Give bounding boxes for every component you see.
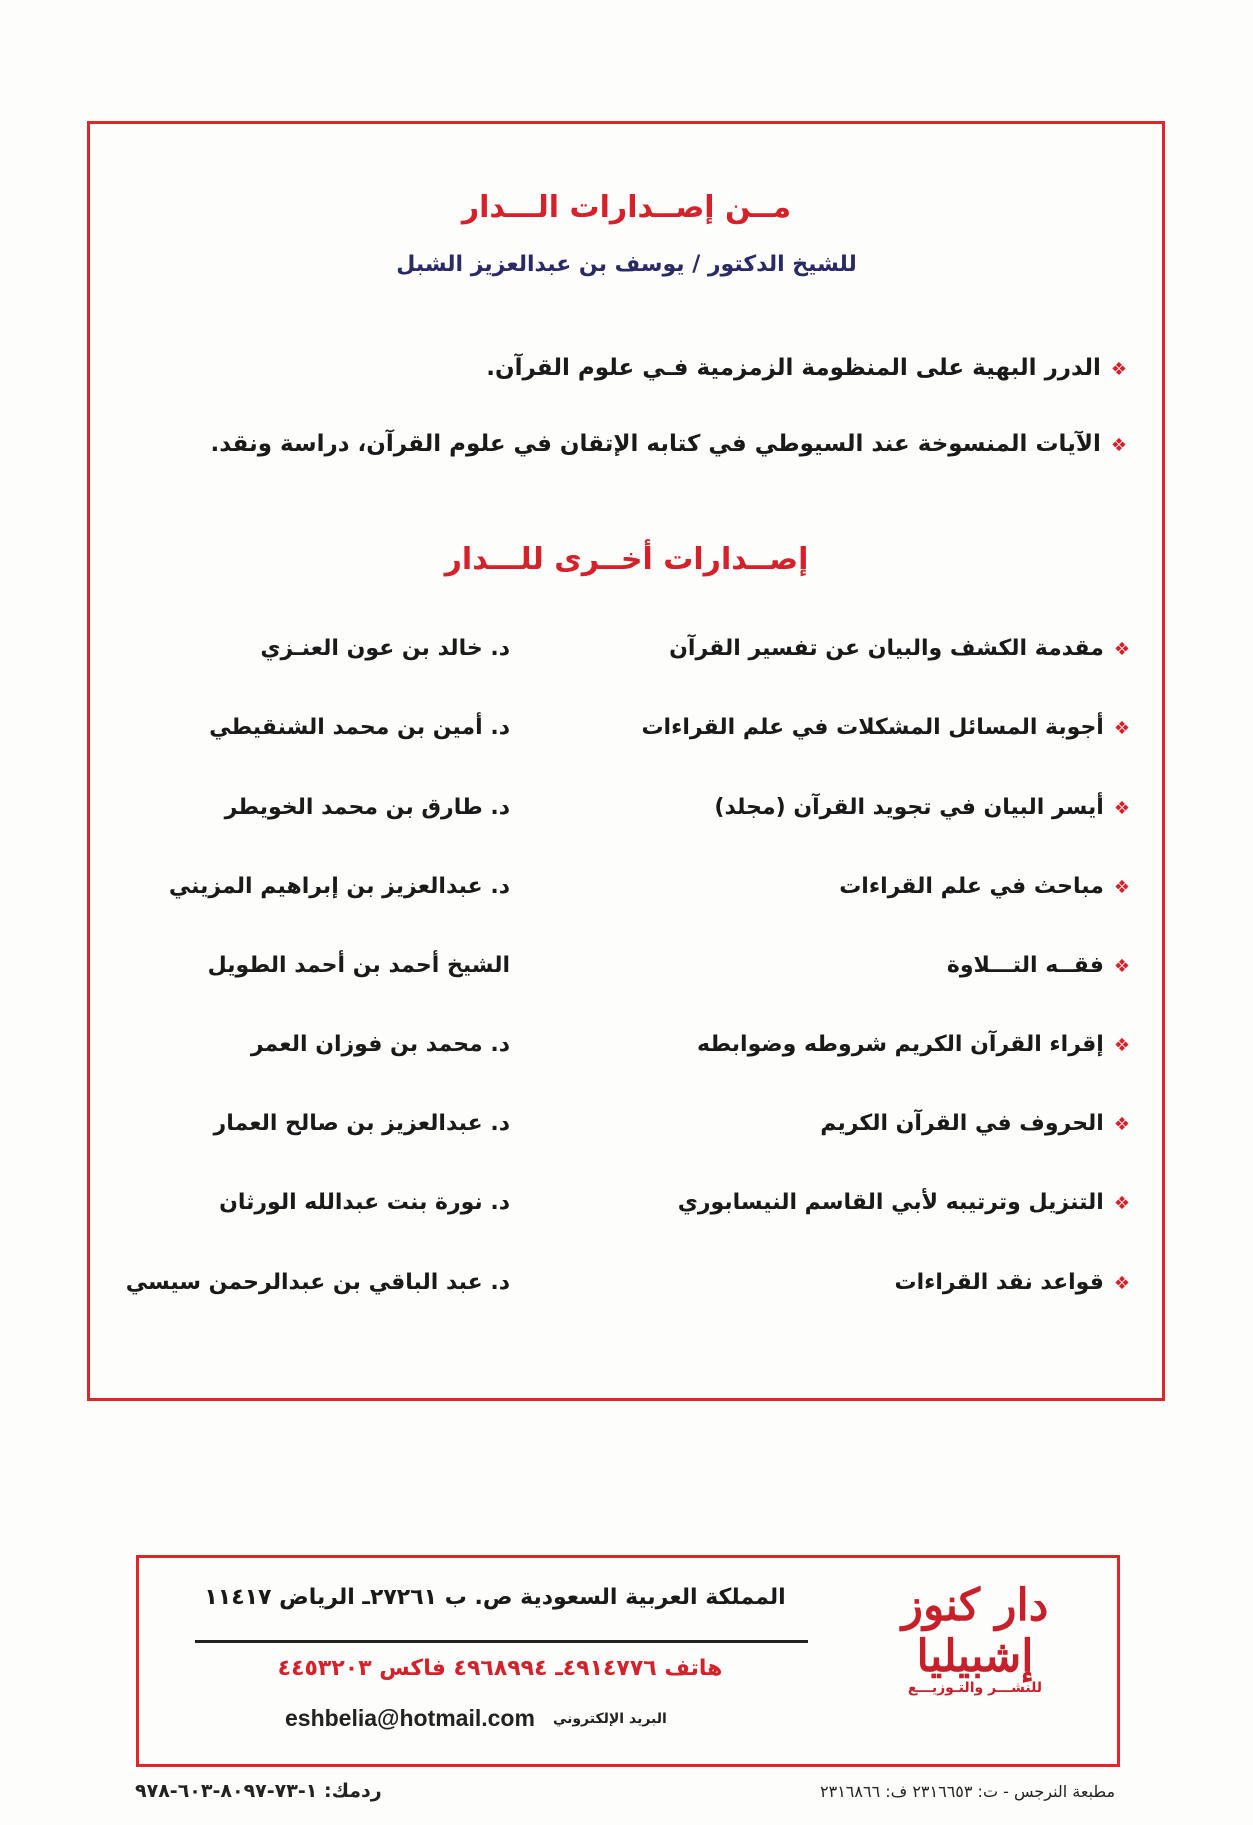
list-item xyxy=(486,355,1127,381)
diamond-bullet-icon: ❖ xyxy=(1113,638,1130,660)
book-title xyxy=(895,1270,1131,1295)
book-title xyxy=(641,715,1130,740)
diamond-bullet-icon: ❖ xyxy=(1113,1113,1130,1135)
diamond-bullet-icon: ❖ xyxy=(1113,1034,1130,1056)
section2-title: إصــدارات أخــرى للـــدار xyxy=(444,542,809,577)
book-title xyxy=(714,795,1130,820)
printer-info: مطبعة النرجس - ت: ٢٣١٦٦٥٣ ف: ٢٣١٦٨٦٦ xyxy=(820,1782,1116,1801)
book-author: د. طارق بن محمد الخويطر xyxy=(224,794,510,820)
publisher-logo: دار كنوز إشبيليا xyxy=(901,1580,1049,1682)
email-label: البريد الإلكتروني xyxy=(552,1710,667,1727)
book-title-text: إقراء القرآن الكريم شروطه وضوابطه xyxy=(697,1031,1104,1057)
diamond-bullet-icon: ❖ xyxy=(1113,1192,1130,1214)
book-title: الآيات المنسوخة عند السيوطي في كتابه الإتقان في علوم القرآن، دراسة ونقد. xyxy=(210,431,1101,457)
book-title xyxy=(678,1190,1130,1215)
email-link[interactable]: eshbelia@hotmail.com xyxy=(285,1705,535,1731)
diamond-bullet-icon: ❖ xyxy=(1113,876,1130,898)
book-title xyxy=(839,874,1130,899)
list-item xyxy=(120,707,1130,747)
book-title xyxy=(669,636,1130,661)
book-title-text: الحروف في القرآن الكريم xyxy=(820,1110,1104,1136)
list-item xyxy=(120,866,1130,906)
book-author: د. أمين بن محمد الشنقيطي xyxy=(209,714,510,740)
book-author: د. عبدالعزيز بن صالح العمار xyxy=(213,1110,510,1136)
book-title xyxy=(947,953,1130,978)
book-title-text: أجوبة المسائل المشكلات في علم القراءات xyxy=(641,714,1104,740)
list-item xyxy=(120,945,1130,985)
diamond-bullet-icon: ❖ xyxy=(1110,359,1127,380)
list-item xyxy=(211,431,1127,457)
publisher-logo-subtitle: للنشـــر والتـوزيـــع xyxy=(907,1680,1043,1696)
publisher-phone: هاتف ٤٩١٤٧٧٦ـ ٤٩٦٨٩٩٤ فاكس ٤٤٥٣٢٠٣ xyxy=(277,1656,723,1681)
book-title-text: أيسر البيان في تجويد القرآن (مجلد) xyxy=(714,794,1104,820)
publisher-address: المملكة العربية السعودية ص. ب ٢٧٢٦١ـ الرياض ١١٤١٧ xyxy=(204,1585,786,1610)
list-item xyxy=(120,1182,1130,1222)
diamond-bullet-icon: ❖ xyxy=(1113,797,1130,819)
list-item xyxy=(120,1103,1130,1143)
divider xyxy=(195,1640,808,1643)
book-author: د. عبد الباقي بن عبدالرحمن سيسي xyxy=(125,1269,510,1295)
book-title-text: التنزيل وترتيبه لأبي القاسم النيسابوري xyxy=(677,1189,1104,1215)
isbn: ردمك: ١-٧٣-٨٠٩٧-٦٠٣-٩٧٨ xyxy=(135,1780,382,1802)
book-author: د. محمد بن فوزان العمر xyxy=(250,1031,510,1057)
book-author: د. عبدالعزيز بن إبراهيم المزيني xyxy=(168,873,510,899)
book-title: الدرر البهية على المنظومة الزمزمية فـي علوم القرآن. xyxy=(486,355,1101,381)
book-author: د. خالد بن عون العنـزي xyxy=(260,635,510,661)
book-author: الشيخ أحمد بن أحمد الطويل xyxy=(207,952,510,978)
book-title xyxy=(697,1032,1130,1057)
diamond-bullet-icon: ❖ xyxy=(1110,435,1127,456)
section1-author: للشيخ الدكتور / يوسف بن عبدالعزيز الشبل xyxy=(396,252,857,277)
diamond-bullet-icon: ❖ xyxy=(1113,1272,1130,1294)
book-title-text: قواعد نقد القراءات xyxy=(894,1269,1104,1295)
book-title-text: مقدمة الكشف والبيان عن تفسير القرآن xyxy=(669,635,1104,661)
list-item xyxy=(120,628,1130,668)
book-title xyxy=(820,1111,1130,1136)
list-item xyxy=(120,1262,1130,1302)
book-author: د. نورة بنت عبدالله الورثان xyxy=(219,1189,510,1215)
book-title-text: فقــه التـــلاوة xyxy=(946,952,1104,978)
diamond-bullet-icon: ❖ xyxy=(1113,955,1130,977)
diamond-bullet-icon: ❖ xyxy=(1113,717,1130,739)
list-item xyxy=(120,787,1130,827)
section1-title: مــن إصــدارات الـــدار xyxy=(461,190,792,225)
list-item xyxy=(120,1024,1130,1064)
book-title-text: مباحث في علم القراءات xyxy=(839,873,1104,899)
